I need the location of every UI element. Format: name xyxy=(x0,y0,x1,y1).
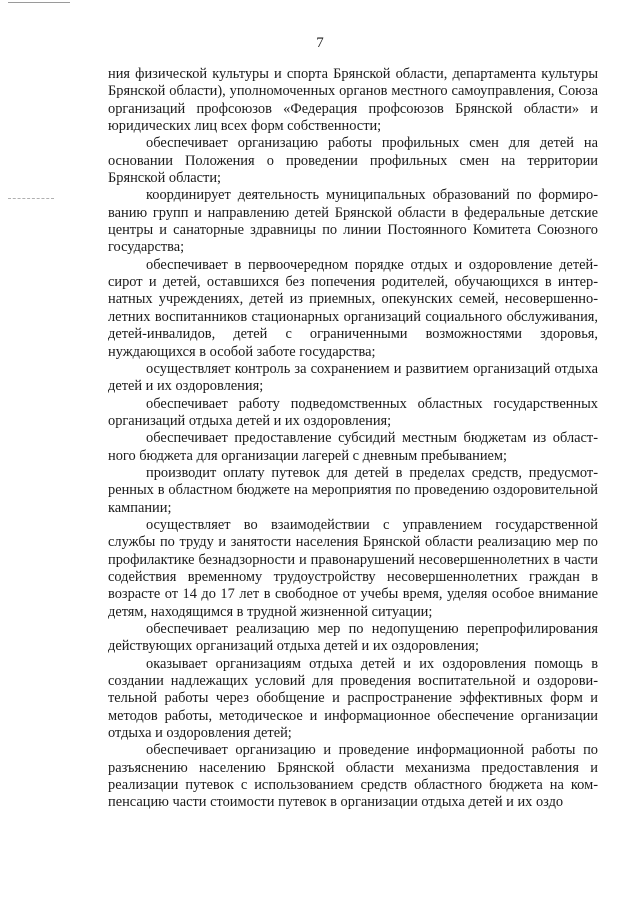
page-number: 7 xyxy=(316,35,324,51)
paragraph: обеспечивает реализацию мер по недопущению перепрофилирования действующих организаций отдыха детей и их оздоровления; xyxy=(108,621,598,655)
paragraph: обеспечивает работу подведомственных областных государственных организаций отдыха детей и их оздоровления; xyxy=(108,395,598,429)
paragraph: оказывает организациям отдыха детей и их оздоровления помощь в создании надлежащих условий для проведения воспитательной и оздоровительной работы через обобщение и распространение эффективных форм и методов работы, методическое и информационное обеспечение организации отдыха и оздоровления детей; xyxy=(108,655,598,742)
paragraph: осуществляет контроль за сохранением и развитием организаций отдыха детей и их оздоровления; xyxy=(108,360,598,395)
margin-mark xyxy=(8,198,54,199)
paragraph: обеспечивает в первоочередном порядке отдых и оздоровление детей-сирот и детей, оставшихся без попечения родителей, обучающихся в интернатных учреждениях, детей из приемных, опекунских семей, несовершеннолетних воспитанников стационарных организаций социального обслуживания, детей-инвалидов, детей с ограниченными возможностями здоровья, нуждающихся в особой заботе государства; xyxy=(108,256,598,360)
paragraph-continuation: ния физической культуры и спорта Брянской области, департамента культуры Брянской области), уполномоченных органов местного самоуправления, Союза организаций профсоюзов «Федерация профсоюзов Брянской области» и юридических лиц всех форм собственности; xyxy=(108,66,598,135)
document-body xyxy=(108,66,598,812)
paragraph: производит оплату путевок для детей в пределах средств, предусмотренных в областном бюджете на мероприятия по проведению оздоровительной кампании; xyxy=(108,464,598,516)
paragraph: обеспечивает предоставление субсидий местным бюджетам из областного бюджета для организации лагерей с дневным пребыванием; xyxy=(108,430,598,464)
paragraph: координирует деятельность муниципальных образований по формированию групп и направлению детей Брянской области в федеральные детские центры и санаторные здравницы по линии Постоянного Комитета Союзного государства; xyxy=(108,187,598,256)
paragraph: обеспечивает организацию работы профильных смен для детей на основании Положения о проведении профильных смен на территории Брянской области; xyxy=(108,135,598,187)
paragraph: осуществляет во взаимодействии с управлением государственной службы по труду и занятости населения Брянской области реализацию мер по профилактике безнадзорности и правонарушений несовершеннолетних в части содействия временному трудоустройству несовершеннолетних граждан в возрасте от 14 до 17 лет в свободное от учебы время, уделяя особое внимание детям, находящимся в трудной жизненной ситуации; xyxy=(108,516,598,620)
paragraph: обеспечивает организацию и проведение информационной работы по разъяснению населению Брянской области механизма предоставления и реализации путевок с использованием средств областного бюджета на компенсацию части стоимости путевок в организации отдыха детей и их оздо xyxy=(108,742,598,811)
top-left-rule xyxy=(8,2,70,3)
